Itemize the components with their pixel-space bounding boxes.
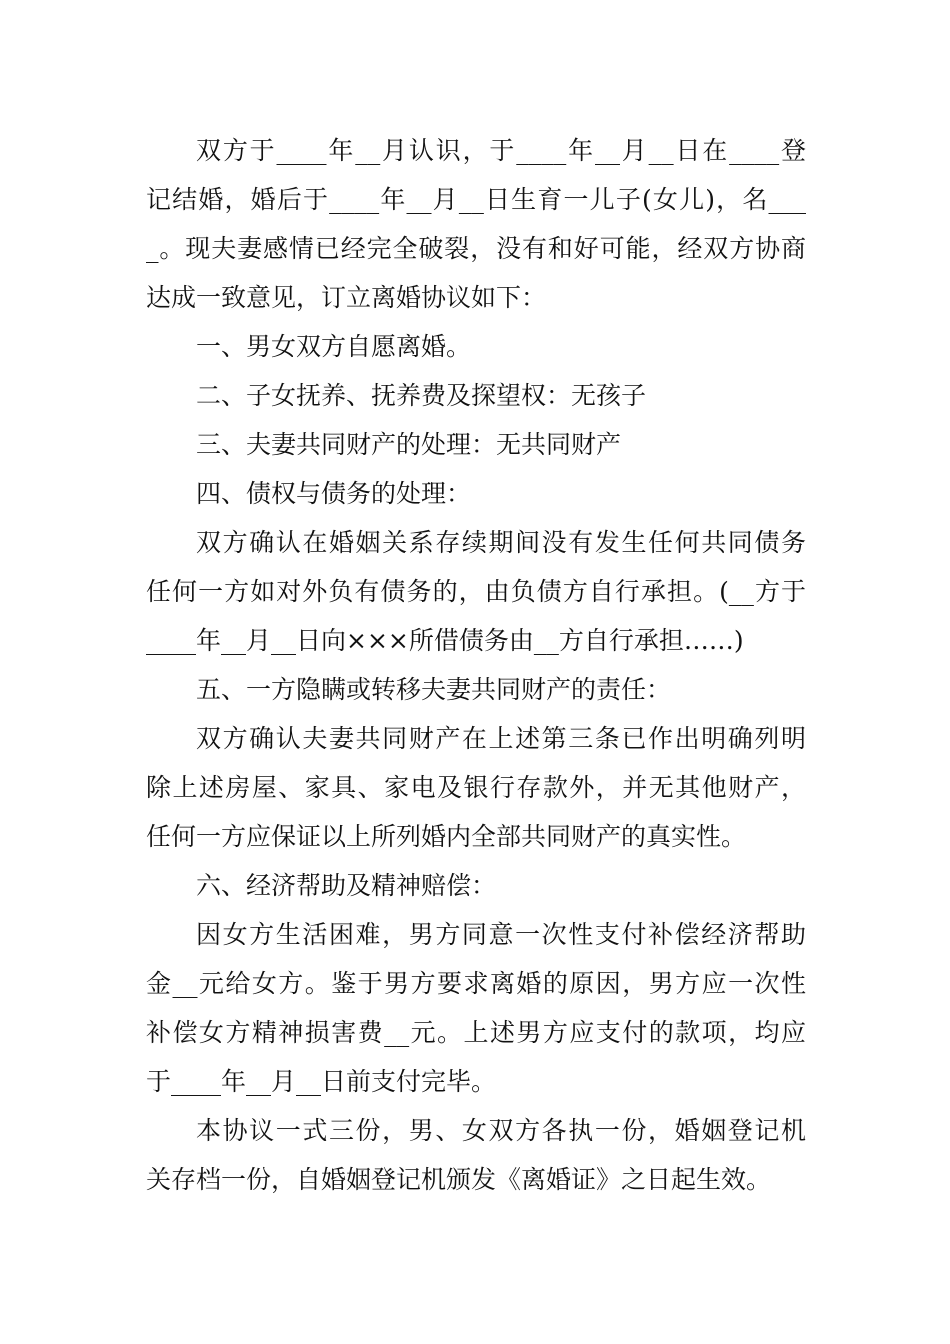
text-line: ____年__月__日向×××所借债务由__方自行承担……) — [146, 626, 744, 655]
text-line: _。现夫妻感情已经完全破裂，没有和好可能，经双方协商 — [146, 234, 806, 263]
clause-heading: 五、一方隐瞒或转移夫妻共同财产的责任： — [196, 675, 672, 704]
text-line: 金__元给女方。鉴于男方要求离婚的原因，男方应一次性 — [146, 969, 806, 998]
clause-heading: 三、夫妻共同财产的处理：无共同财产 — [196, 430, 622, 459]
text-line: 因女方生活困难，男方同意一次性支付补偿经济帮助 — [196, 920, 806, 949]
text-line: 补偿女方精神损害费__元。上述男方应支付的款项，均应 — [146, 1018, 806, 1047]
text-line: 双方确认在婚姻关系存续期间没有发生任何共同债务 — [196, 528, 806, 557]
text-line: 于____年__月__日前支付完毕。 — [146, 1067, 497, 1096]
text-line: 任何一方应保证以上所列婚内全部共同财产的真实性。 — [146, 822, 747, 851]
clause-heading: 二、子女抚养、抚养费及探望权：无孩子 — [196, 381, 647, 410]
text-line: 任何一方如对外负有债务的，由负债方自行承担。(__方于 — [146, 577, 806, 606]
clause-heading: 一、男女双方自愿离婚。 — [196, 332, 472, 361]
text-line: 双方确认夫妻共同财产在上述第三条已作出明确列明 — [196, 724, 806, 753]
agreement-body — [146, 126, 806, 1204]
clause-heading: 六、经济帮助及精神赔偿： — [196, 871, 497, 900]
text-line: 记结婚，婚后于____年__月__日生育一儿子(女儿)，名___ — [146, 185, 806, 214]
text-line: 本协议一式三份，男、女双方各执一份，婚姻登记机 — [196, 1116, 806, 1145]
text-line: 除上述房屋、家具、家电及银行存款外，并无其他财产， — [146, 773, 806, 802]
text-line: 双方于____年__月认识，于____年__月__日在____登 — [196, 136, 806, 165]
text-line: 关存档一份，自婚姻登记机颁发《离婚证》之日起生效。 — [146, 1165, 772, 1194]
text-line: 达成一致意见，订立离婚协议如下： — [146, 283, 547, 312]
clause-heading: 四、债权与债务的处理： — [196, 479, 472, 508]
